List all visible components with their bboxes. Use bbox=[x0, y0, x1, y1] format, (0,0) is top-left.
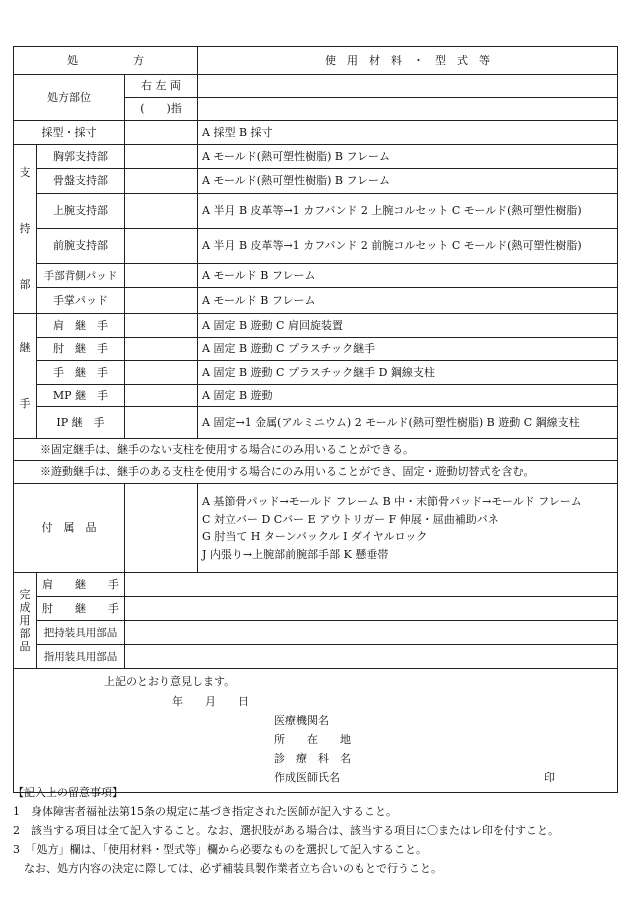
address-label: 所 在 地 bbox=[274, 733, 351, 746]
entry-notes bbox=[13, 783, 617, 878]
signature-block bbox=[14, 669, 618, 793]
support-label-chest: 胸郭支持部 bbox=[37, 145, 125, 169]
finished-label-elbow: 肘 継 手 bbox=[37, 597, 125, 621]
notes-item: 3 「処方」欄は、「使用材料・型式等」欄から必要なものを選択して記入すること。 bbox=[13, 843, 427, 856]
accessories-prescription[interactable] bbox=[125, 484, 198, 573]
joint-value-shoulder: A 固定 B 遊動 C 肩回旋装置 bbox=[198, 314, 618, 338]
joint-note-free: ※遊動継手は、継手のある支柱を使用する場合にのみ用いることができ、固定・遊動切替式を含む。 bbox=[14, 461, 618, 484]
finished-value-grip[interactable] bbox=[125, 621, 618, 645]
joint-label-ip: IP 継 手 bbox=[37, 407, 125, 439]
support-value-pelvis: A モールド(熱可塑性樹脂) B フレーム bbox=[198, 169, 618, 193]
accessories-line: J 内張り→上腕部前腕部手部 K 懸垂帯 bbox=[202, 547, 389, 561]
joint-label-mp: MP 継 手 bbox=[37, 385, 125, 407]
notes-item: 1 身体障害者福祉法第15条の規定に基づき指定された医師が記入すること。 bbox=[13, 805, 397, 818]
joint-note-fixed: ※固定継手は、継手のない支柱を使用する場合にのみ用いることができる。 bbox=[14, 439, 618, 461]
support-label-forearm: 前腕支持部 bbox=[37, 228, 125, 263]
part-label: 処方部位 bbox=[14, 75, 125, 121]
support-prescription-dorsal-pad[interactable] bbox=[125, 264, 198, 288]
support-label-pelvis: 骨盤支持部 bbox=[37, 169, 125, 193]
accessories-label: 付 属 品 bbox=[14, 484, 125, 573]
joint-value-elbow: A 固定 B 遊動 C プラスチック継手 bbox=[198, 338, 618, 361]
finished-label-grip: 把持装具用部品 bbox=[37, 621, 125, 645]
finished-value-elbow[interactable] bbox=[125, 597, 618, 621]
part-sides[interactable]: 右 左 両 bbox=[125, 75, 198, 98]
department-label: 診 療 科 名 bbox=[274, 752, 351, 765]
support-value-chest: A モールド(熱可塑性樹脂) B フレーム bbox=[198, 145, 618, 169]
part-finger-value[interactable] bbox=[198, 98, 618, 121]
saisei-label: 採型・採寸 bbox=[14, 121, 125, 145]
header-prescription: 処 方 bbox=[14, 47, 198, 75]
support-value-dorsal-pad: A モールド B フレーム bbox=[198, 264, 618, 288]
date-field[interactable]: 年 月 日 bbox=[172, 695, 249, 708]
doctor-label: 作成医師氏名 bbox=[274, 771, 340, 784]
seal-mark: 印 bbox=[544, 771, 555, 784]
joint-value-wrist: A 固定 B 遊動 C プラスチック継手 D 鋼線支柱 bbox=[198, 361, 618, 385]
joint-prescription-elbow[interactable] bbox=[125, 338, 198, 361]
notes-title: 【記入上の留意事項】 bbox=[13, 786, 123, 799]
support-label-palm-pad: 手掌パッド bbox=[37, 288, 125, 314]
finished-group-label: 完 成 用 部 品 bbox=[14, 573, 37, 669]
joint-value-mp: A 固定 B 遊動 bbox=[198, 385, 618, 407]
part-finger[interactable]: ( )指 bbox=[125, 98, 198, 121]
joint-prescription-shoulder[interactable] bbox=[125, 314, 198, 338]
accessories-value bbox=[198, 484, 618, 573]
institution-label: 医療機関名 bbox=[274, 714, 329, 727]
header-materials: 使 用 材 料 ・ 型 式 等 bbox=[198, 47, 618, 75]
joint-prescription-ip[interactable] bbox=[125, 407, 198, 439]
support-prescription-upper-arm[interactable] bbox=[125, 193, 198, 228]
saisei-value: A 採型 B 採寸 bbox=[198, 121, 618, 145]
support-label-upper-arm: 上腕支持部 bbox=[37, 193, 125, 228]
support-value-palm-pad: A モールド B フレーム bbox=[198, 288, 618, 314]
accessories-line: C 対立バー D Cバー E アウトリガー F 伸展・屈曲補助バネ bbox=[202, 512, 499, 526]
accessories-line: G 肘当て H ターンバックル I ダイヤルロック bbox=[202, 530, 428, 543]
prescription-form-table bbox=[13, 46, 618, 793]
support-prescription-chest[interactable] bbox=[125, 145, 198, 169]
joint-label-shoulder: 肩 継 手 bbox=[37, 314, 125, 338]
notes-item: なお、処方内容の決定に際しては、必ず補装具製作業者立ち合いのもとで行うこと。 bbox=[13, 862, 442, 875]
joint-prescription-mp[interactable] bbox=[125, 385, 198, 407]
notes-item: 2 該当する項目は全て記入すること。なお、選択肢がある場合は、該当する項目に〇またはレ印を付すこと。 bbox=[13, 824, 559, 837]
support-prescription-pelvis[interactable] bbox=[125, 169, 198, 193]
opinion-text: 上記のとおり意見します。 bbox=[104, 675, 236, 688]
joint-label-elbow: 肘 継 手 bbox=[37, 338, 125, 361]
finished-label-shoulder: 肩 継 手 bbox=[37, 573, 125, 597]
saisei-prescription[interactable] bbox=[125, 121, 198, 145]
support-value-forearm: A 半月 B 皮革等→1 カフバンド 2 前腕コルセット C モールド(熱可塑性樹脂) bbox=[198, 228, 618, 263]
joint-label-wrist: 手 継 手 bbox=[37, 361, 125, 385]
joint-prescription-wrist[interactable] bbox=[125, 361, 198, 385]
support-label-dorsal-pad: 手部背側パッド bbox=[37, 264, 125, 288]
support-group-label: 支 持 部 bbox=[14, 145, 37, 314]
support-prescription-forearm[interactable] bbox=[125, 228, 198, 263]
support-prescription-palm-pad[interactable] bbox=[125, 288, 198, 314]
joint-group-label: 継 手 bbox=[14, 314, 37, 439]
accessories-line: A 基節骨パッド→モールド フレーム B 中・末節骨パッド→モールド フレーム bbox=[202, 495, 582, 508]
joint-value-ip: A 固定→1 金属(アルミニウム) 2 モールド(熱可塑性樹脂) B 遊動 C 鋼線支柱 bbox=[198, 407, 618, 439]
finished-label-finger: 指用装具用部品 bbox=[37, 645, 125, 669]
finished-value-shoulder[interactable] bbox=[125, 573, 618, 597]
finished-value-finger[interactable] bbox=[125, 645, 618, 669]
support-value-upper-arm: A 半月 B 皮革等→1 カフバンド 2 上腕コルセット C モールド(熱可塑性樹脂) bbox=[198, 193, 618, 228]
part-sides-value[interactable] bbox=[198, 75, 618, 98]
